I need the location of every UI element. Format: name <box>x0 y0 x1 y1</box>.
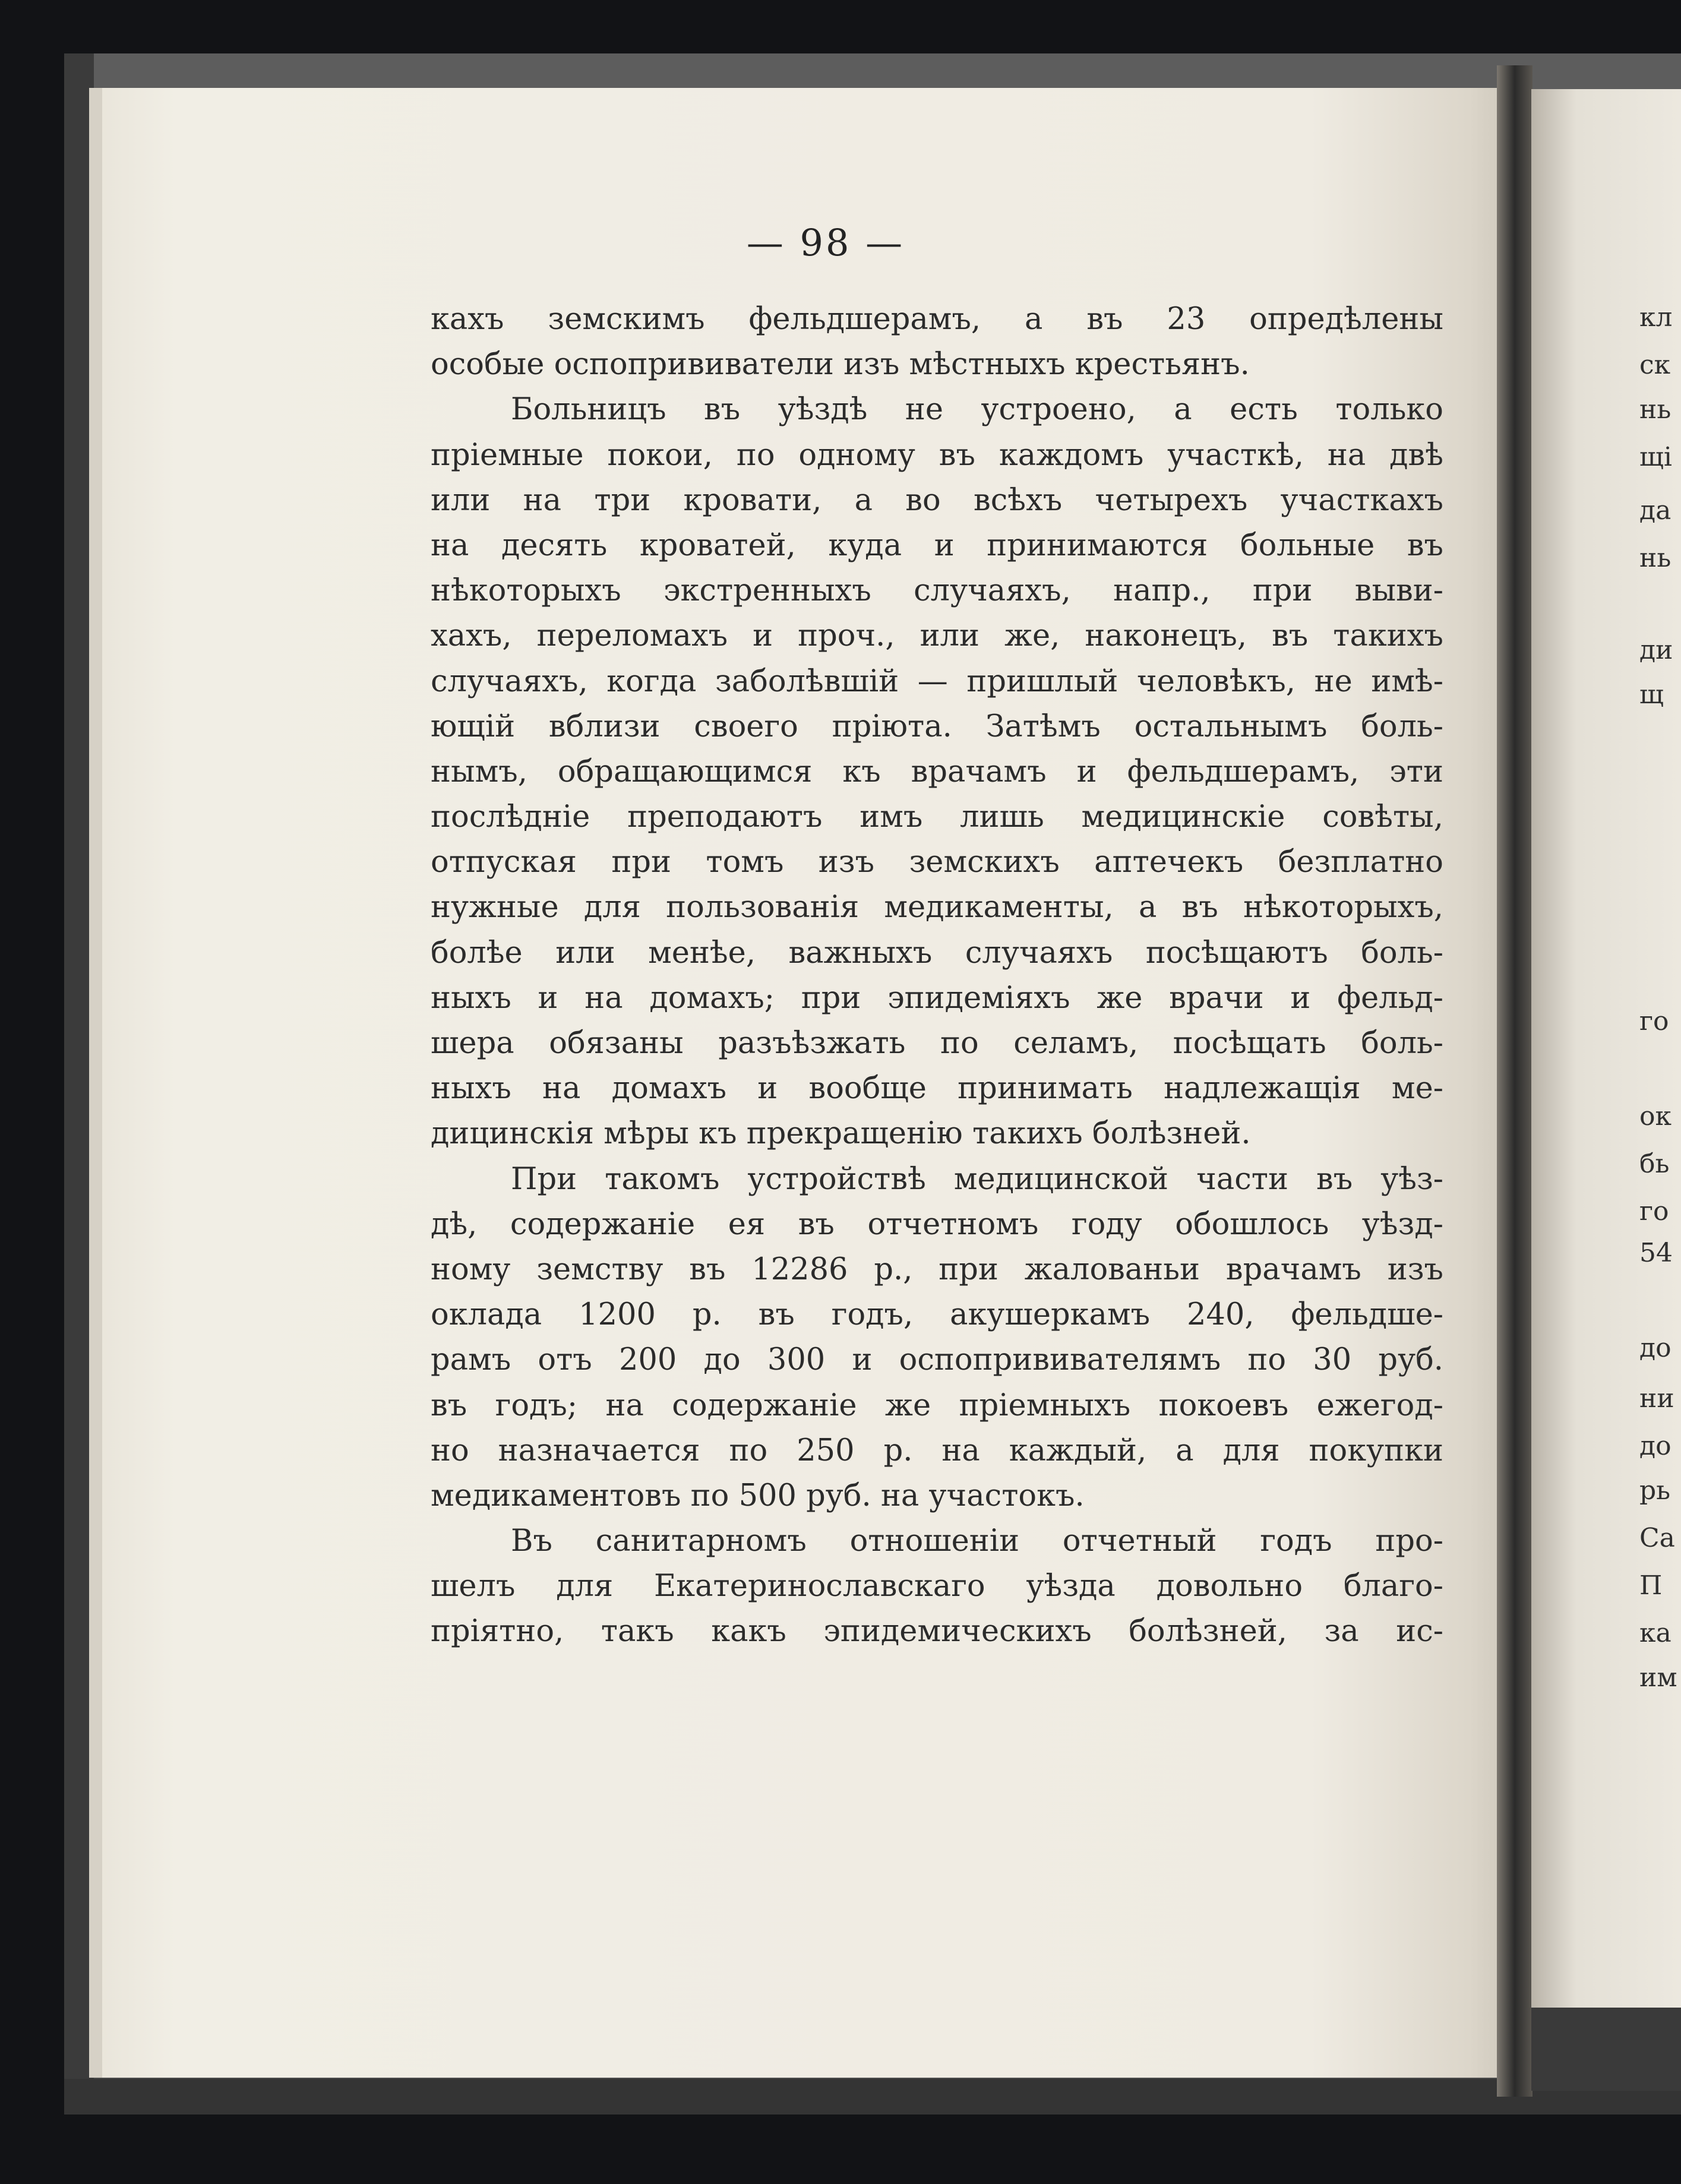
facing-page-fragment: нь <box>1639 543 1671 573</box>
text-line: рамъ отъ 200 до 300 и оспопрививателямъ по 30 руб. <box>431 1342 1443 1378</box>
text-line: шелъ для Екатеринославскаго уѣзда довольно благо- <box>431 1569 1443 1604</box>
facing-page-fragment: ск <box>1639 350 1671 380</box>
facing-page-fragment: Са <box>1639 1524 1675 1553</box>
facing-page-fragment: ка <box>1639 1619 1671 1648</box>
page-number: — 98 — <box>746 221 905 264</box>
text-line: пріятно, такъ какъ эпидемическихъ болѣзней, за ис- <box>431 1614 1443 1649</box>
facing-page-fragment: го <box>1639 1197 1669 1227</box>
text-line: ныхъ на домахъ и вообще принимать надлежащія ме- <box>431 1071 1443 1107</box>
text-line: нымъ, обращающимся къ врачамъ и фельдшерамъ, эти <box>431 754 1443 789</box>
text-line: оклада 1200 р. въ годъ, акушеркамъ 240, фельдше- <box>431 1297 1443 1333</box>
text-line: пріемные покои, по одному въ каждомъ участкѣ, на двѣ <box>431 437 1443 473</box>
text-line: случаяхъ, когда заболѣвшій — пришлый человѣкъ, не имѣ- <box>431 663 1443 699</box>
text-line: на десять кроватей, куда и принимаются больные въ <box>431 527 1443 563</box>
right-bottom-edge <box>1531 2008 1681 2091</box>
facing-page-fragment: да <box>1639 496 1671 526</box>
facing-page-fragment: бь <box>1639 1149 1670 1179</box>
facing-page-fragment: рь <box>1639 1476 1671 1506</box>
page-edge-shadow <box>89 88 102 2078</box>
text-line: въ годъ; на содержаніе же пріемныхъ покоевъ ежегод- <box>431 1387 1443 1423</box>
text-line: шера обязаны разъѣзжать по селамъ, посѣщать боль- <box>431 1026 1443 1061</box>
facing-page-fragment: кл <box>1639 303 1673 333</box>
text-line: но назначается по 250 р. на каждый, а для покупки <box>431 1433 1443 1468</box>
text-line: дѣ, содержаніе ея въ отчетномъ году обошлось уѣзд- <box>431 1206 1443 1242</box>
facing-page <box>1531 89 1681 2073</box>
cover-bottom-edge <box>64 2079 1681 2115</box>
facing-page-fragment: 54 <box>1639 1238 1673 1268</box>
text-line: При такомъ устройствѣ медицинской части въ уѣз- <box>511 1161 1443 1197</box>
text-line: болѣе или менѣе, важныхъ случаяхъ посѣщаютъ боль- <box>431 935 1443 971</box>
text-line: Въ санитарномъ отношеніи отчетный годъ про- <box>511 1524 1443 1559</box>
facing-page-fragment: им <box>1639 1663 1677 1693</box>
text-line: дицинскія мѣры къ прекращенію такихъ болѣзней. <box>431 1116 1251 1152</box>
facing-page-fragment: П <box>1639 1571 1663 1601</box>
text-line: Больницъ въ уѣздѣ не устроено, а есть только <box>511 392 1443 428</box>
facing-page-fragment: ни <box>1639 1384 1674 1414</box>
text-line: или на три кровати, а во всѣхъ четырехъ участкахъ <box>431 482 1443 518</box>
facing-page-fragment: до <box>1639 1333 1671 1363</box>
text-line: особые оспопрививатели изъ мѣстныхъ крестьянъ. <box>431 347 1250 383</box>
gutter <box>1497 65 1533 2097</box>
text-line: кахъ земскимъ фельдшерамъ, а въ 23 опредѣлены <box>431 302 1443 337</box>
facing-page-fragment: го <box>1639 1007 1669 1036</box>
text-line: ющій вблизи своего пріюта. Затѣмъ остальнымъ боль- <box>431 709 1443 744</box>
facing-page-fragment: щі <box>1639 443 1672 472</box>
facing-page-fragment: до <box>1639 1431 1671 1461</box>
text-line: нужные для пользованія медикаменты, а въ нѣкоторыхъ, <box>431 890 1443 925</box>
facing-page-fragment: нь <box>1639 395 1671 425</box>
text-line: хахъ, переломахъ и проч., или же, наконецъ, въ такихъ <box>431 618 1443 654</box>
text-line: ныхъ и на домахъ; при эпидеміяхъ же врачи и фельд- <box>431 980 1443 1016</box>
text-line: ному земству въ 12286 р., при жалованьи врачамъ изъ <box>431 1251 1443 1287</box>
text-line: нѣкоторыхъ экстренныхъ случаяхъ, напр., при выви- <box>431 573 1443 609</box>
text-line: медикаментовъ по 500 руб. на участокъ. <box>431 1478 1085 1513</box>
facing-page-fragment: щ <box>1639 680 1664 710</box>
facing-page-fragment: ок <box>1639 1102 1671 1131</box>
text-line: послѣдніе преподаютъ имъ лишь медицинскіе совѣты, <box>431 799 1443 835</box>
body-text <box>431 297 1443 1655</box>
text-line: отпуская при томъ изъ земскихъ аптечекъ безплатно <box>431 845 1443 880</box>
cover-top-edge <box>64 53 1681 89</box>
facing-page-fragment: ди <box>1639 636 1673 665</box>
